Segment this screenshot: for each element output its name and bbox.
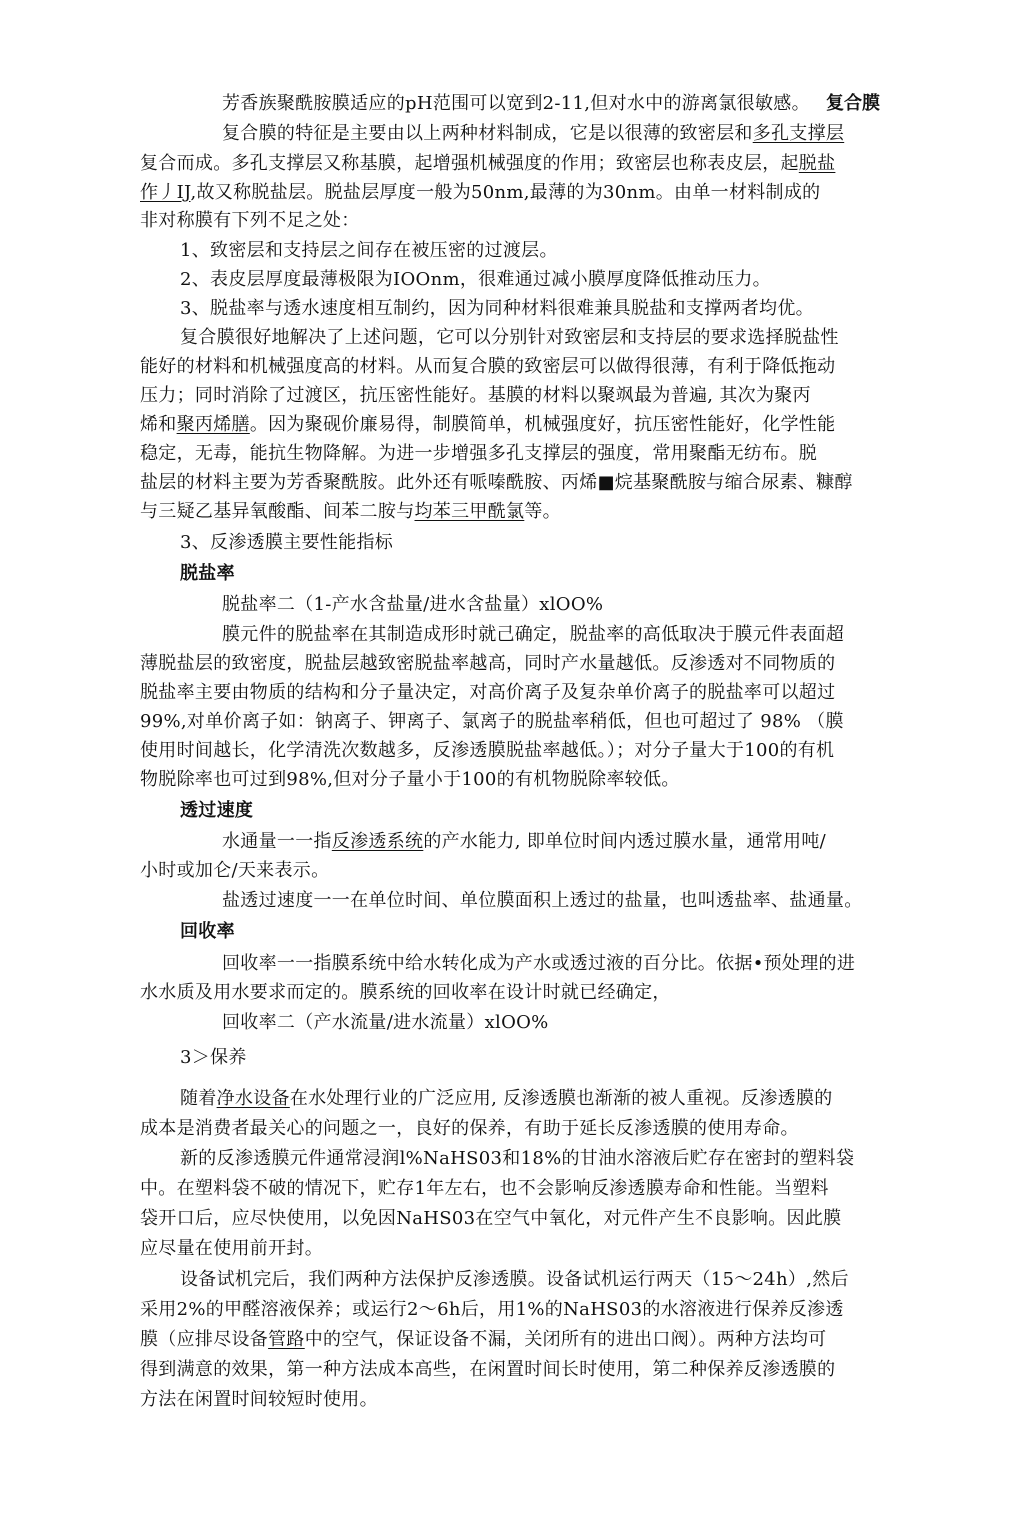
term-water-purification-equipment: 净水设备 [216,1088,290,1109]
list-item: 3、脱盐率与透水速度相互制约，因为同种材料很难兼具脱盐和支撑两者均优。 [180,298,814,319]
recovery-line-2: 水水质及用水要求而定的。膜系统的回收率在设计时就已经确定， [140,982,671,1003]
term-effect: 作丿IJ [140,182,191,203]
composite-line-7-b: 等。 [524,501,561,522]
composite-line-4-b: 。因为聚砚价廉易得，制膜简单，机械强度好，抗压密性能好，化学性能 [249,414,836,435]
permeation-line-1-b: 的产水能力, 即单位时间内透过膜水量，通常用吨/ [423,831,827,852]
recovery-line-1: 回收率一一指膜系统中给水转化成为产水或透过液的百分比。依据•预处理的进 [222,953,856,974]
maintenance-p1-line-2: 成本是消费者最关心的问题之一，良好的保养，有助于延长反渗透膜的使用寿命。 [140,1118,799,1139]
maintenance-p2-line-2: 中。在塑料袋不破的情况下，贮存1年左右，也不会影响反渗透膜寿命和性能。当塑料 [140,1178,829,1199]
salt-rejection-line-4: 99%,对单价离子如：钠离子、钾离子、氯离子的脱盐率稍低，但也可超过了 98% （膜 [140,711,844,732]
heading-salt-rejection: 脱盐率 [180,563,235,584]
permeation-line-1-a: 水通量一一指 [222,831,332,852]
maintenance-p1-line-1 [180,1087,833,1111]
composite-line-4 [140,413,835,437]
intro-line-5: 非对称膜有下列不足之处： [140,210,360,231]
composite-line-7 [140,500,561,524]
section-3-title: 3、反渗透膜主要性能指标 [180,532,394,553]
composite-line-2: 能好的材料和机械强度高的材料。从而复合膜的致密层可以做得很薄，有利于降低拖动 [140,356,836,377]
term-reverse-osmosis-system: 反渗透系统 [331,831,424,852]
list-item: 2、表皮层厚度最薄极限为IOOnm，很难通过减小膜厚度降低推动压力。 [180,269,771,290]
intro-line-4-text: ,故又称脱盐层。脱盐层厚度一般为50nm,最薄的为30nm。由单一材料制成的 [190,182,821,203]
heading-permeation-rate: 透过速度 [180,800,254,821]
term-polyacrylonitrile: 聚丙烯膳 [176,414,250,435]
salt-rejection-line-3: 脱盐率主要由物质的结构和分子量决定，对高价离子及复杂单价离子的脱盐率可以超过 [140,682,836,703]
term-porous-support-layer: 多孔支撑层 [752,123,845,144]
intro-line-2-text: 复合膜的特征是主要由以上两种材料制成，它是以很薄的致密层和 [222,123,753,144]
maintenance-p3-line-3-a: 膜（应排尽设备 [140,1329,269,1350]
salt-rejection-line-5: 使用时间越长，化学清洗次数越多，反渗透膜脱盐率越低。）；对分子量大于100的有机 [140,740,835,761]
recovery-formula: 回收率二（产水流量/进水流量）xlOO% [222,1012,549,1033]
intro-line-4 [140,181,820,205]
term-pipeline: 管路 [268,1329,305,1350]
list-item: 1、致密层和支持层之间存在被压密的过渡层。 [180,240,558,261]
composite-line-4-a: 烯和 [140,414,177,435]
section-maintenance-title: 3＞保养 [180,1047,247,1068]
salt-rejection-line-6: 物脱除率也可过到98%,但对分子量小于100的有机物脱除率较低。 [140,769,680,790]
permeation-line-2: 小时或加仑/天来表示。 [140,860,330,881]
maintenance-p3-line-5: 方法在闲置时间较短时使用。 [140,1389,378,1410]
composite-line-6: 盐层的材料主要为芳香聚酰胺。此外还有哌嗪酰胺、丙烯■烷基聚酰胺与缩合尿素、糠醇 [140,472,853,493]
maintenance-p3-line-3 [140,1328,826,1352]
composite-line-5: 稳定，无毒，能抗生物降解。为进一步增强多孔支撑层的强度，常用聚酯无纺布。脱 [140,443,818,464]
composite-line-3: 压力；同时消除了过渡区，抗压密性能好。基膜的材料以聚飒最为普遍, 其次为聚丙 [140,385,811,406]
intro-line-2 [222,122,844,146]
maintenance-p2-line-1: 新的反渗透膜元件通常浸润l%NaHS03和18%的甘油水溶液后贮存在密封的塑料袋 [180,1148,855,1169]
salt-rejection-line-2: 薄脱盐层的致密度，脱盐层越致密脱盐率越高，同时产水量越低。反渗透对不同物质的 [140,653,836,674]
heading-composite-membrane: 复合膜 [826,93,880,114]
maintenance-p3-line-1: 设备试机完后，我们两种方法保护反渗透膜。设备试机运行两天（15〜24h）,然后 [180,1269,849,1290]
salt-rejection-formula: 脱盐率二（1-产水含盐量/进水含盐量）xlOO% [222,594,604,615]
maintenance-p3-line-3-b: 中的空气，保证设备不漏，关闭所有的进出口阀）。两种方法均可 [304,1329,827,1350]
permeation-line-3: 盐透过速度一一在单位时间、单位膜面积上透过的盐量，也叫透盐率、盐通量。 [222,890,863,911]
term-desalination: 脱盐 [798,153,836,174]
permeation-line-1 [222,830,826,854]
term-trimesoyl-chloride: 均苯三甲酰氯 [414,501,525,522]
salt-rejection-line-1: 膜元件的脱盐率在其制造成形时就己确定，脱盐率的高低取决于膜元件表面超 [222,624,845,645]
composite-line-1: 复合膜很好地解决了上述问题，它可以分别针对致密层和支持层的要求选择脱盐性 [180,327,839,348]
intro-line-3-text: 复合而成。多孔支撑层又称基膜，起增强机械强度的作用；致密层也称表皮层，起 [140,153,799,174]
intro-line-1: 芳香族聚酰胺膜适应的pH范围可以宽到2-11,但对水中的游离氯很敏感。 [222,93,810,114]
intro-line-3 [140,152,835,176]
maintenance-p3-line-2: 采用2%的甲醛溶液保养；或运行2〜6h后，用1%的NaHS03的水溶液进行保养反渗透 [140,1299,844,1320]
maintenance-p1-line-1-b: 在水处理行业的广泛应用, 反渗透膜也渐渐的被人重视。反渗透膜的 [289,1088,833,1109]
maintenance-p1-line-1-a: 随着 [180,1088,217,1109]
maintenance-p2-line-4: 应尽量在使用前开封。 [140,1238,323,1259]
composite-line-7-a: 与三疑乙基异氧酸酯、间苯二胺与 [140,501,415,522]
heading-recovery-rate: 回收率 [180,921,235,942]
maintenance-p2-line-3: 袋开口后，应尽快使用，以免因NaHS03在空气中氧化，对元件产生不良影响。因此膜 [140,1208,842,1229]
maintenance-p3-line-4: 得到满意的效果，第一种方法成本高些，在闲置时间长时使用，第二种保养反渗透膜的 [140,1359,836,1380]
